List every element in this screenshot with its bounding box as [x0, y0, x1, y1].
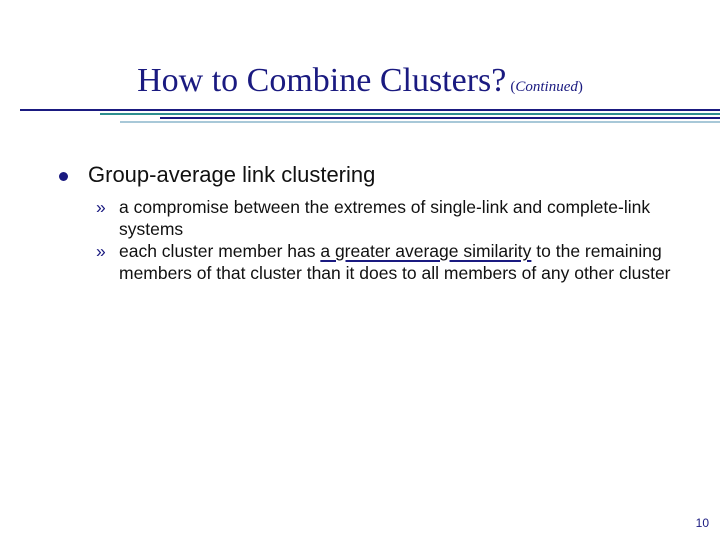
title-paren-close: ) [577, 79, 583, 95]
sub-bullet-marker: » [96, 197, 106, 217]
sub-bullet-text: a compromise between the extremes of single-link and complete-link systems [119, 197, 651, 239]
highlighted-phrase: a greater average similarity [320, 241, 532, 261]
rule-line-2 [100, 113, 720, 115]
sub-bullet-marker: » [96, 241, 106, 261]
title-main: How to Combine Clusters? [137, 62, 507, 99]
title-rule [0, 109, 720, 125]
sub-bullet-text-before: each cluster member has [119, 241, 321, 261]
slide-title [0, 62, 720, 100]
bullet-icon [59, 172, 68, 181]
sub-bullet-list [96, 196, 696, 284]
title-subtitle-text: Continued [515, 79, 578, 95]
title-paren-open: ( [510, 79, 516, 95]
sub-bullet-item [96, 240, 696, 284]
sub-bullet-text-after: to the remaining members of that cluster than it does to all members of any other cluster [119, 241, 671, 283]
rule-line-4 [120, 121, 720, 123]
page-number: 10 [695, 516, 709, 530]
sub-bullet-item [96, 196, 696, 240]
rule-line-1 [20, 109, 720, 111]
bullet-text: Group-average link clustering [88, 162, 376, 187]
title-subtitle [510, 79, 583, 95]
rule-line-3 [160, 117, 720, 119]
